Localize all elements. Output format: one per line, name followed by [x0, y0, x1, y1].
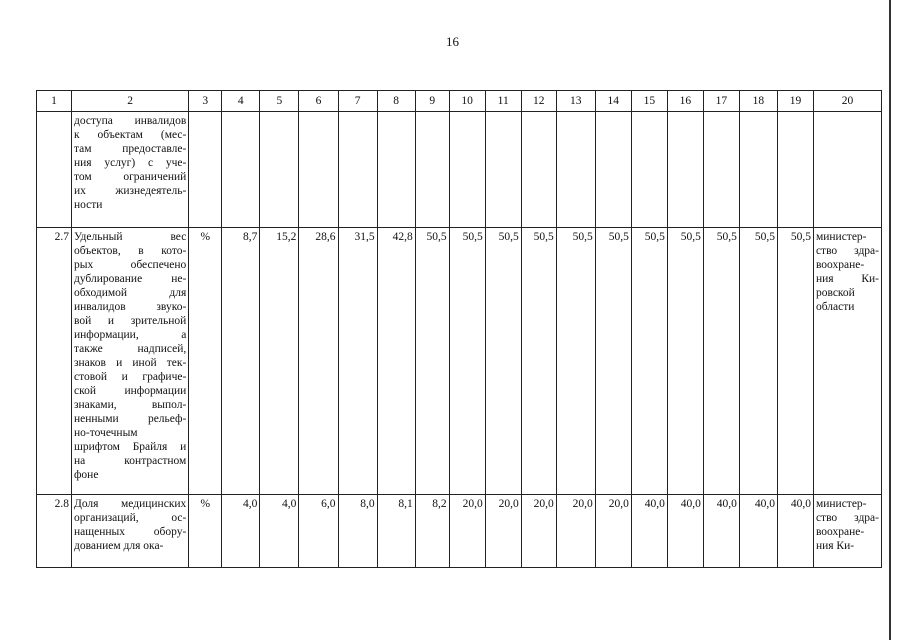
page-edge-line — [889, 0, 891, 640]
label-line: вой и зрительной — [73, 315, 187, 327]
value-cell: 50,5 — [415, 228, 449, 495]
value-cell: 50,5 — [485, 228, 521, 495]
label-line: их жизнедеятель- — [73, 185, 187, 197]
header-cell: 1 — [37, 91, 72, 112]
value-cell: 6,0 — [299, 495, 338, 568]
label-line: фоне — [73, 469, 99, 481]
value-cell: 50,5 — [556, 228, 595, 495]
label-line: обходимой для — [73, 287, 187, 299]
label-line: Удельный вес — [73, 231, 187, 243]
value-cell: 4,0 — [222, 495, 260, 568]
header-cell: 13 — [556, 91, 595, 112]
value-cell — [415, 112, 449, 228]
header-cell: 17 — [703, 91, 739, 112]
label-line: организаций, ос- — [73, 512, 187, 524]
header-row — [37, 91, 882, 112]
label-line: Доля медицинских — [73, 498, 187, 510]
indicator-label — [71, 228, 188, 495]
value-cell: 40,0 — [631, 495, 667, 568]
label-line: знаков и иной тек- — [73, 357, 187, 369]
label-line: нащенных обору- — [73, 526, 187, 538]
value-cell — [631, 112, 667, 228]
label-line: ности — [73, 199, 103, 211]
label-line: на контрастном — [73, 455, 187, 467]
responsible-line: ния Ки- — [815, 273, 879, 285]
header-cell: 14 — [595, 91, 631, 112]
value-cell: 8,1 — [377, 495, 415, 568]
responsible-cell — [813, 112, 881, 228]
row-number: 2.7 — [37, 228, 72, 495]
header-cell: 2 — [71, 91, 188, 112]
label-line: том ограничений — [73, 171, 187, 183]
value-cell: 20,0 — [485, 495, 521, 568]
responsible-line: ровской — [815, 287, 855, 299]
header-cell: 4 — [222, 91, 260, 112]
header-cell: 20 — [813, 91, 881, 112]
value-cell: 28,6 — [299, 228, 338, 495]
value-cell: 20,0 — [521, 495, 556, 568]
value-cell: 8,0 — [338, 495, 377, 568]
value-cell: 50,5 — [667, 228, 703, 495]
responsible-line: ство здра- — [815, 512, 879, 524]
indicator-label — [71, 495, 188, 568]
label-line: объектов, в кото- — [73, 245, 187, 257]
value-cell: 40,0 — [777, 495, 813, 568]
header-cell: 10 — [449, 91, 485, 112]
value-cell: 40,0 — [739, 495, 777, 568]
responsible-line: министер- — [815, 231, 867, 243]
value-cell — [260, 112, 299, 228]
label-line: также надписей, — [73, 343, 187, 355]
header-cell: 8 — [377, 91, 415, 112]
value-cell: 31,5 — [338, 228, 377, 495]
unit-cell: % — [189, 495, 222, 568]
value-cell — [739, 112, 777, 228]
responsible-line: воохране- — [815, 526, 865, 538]
value-cell — [521, 112, 556, 228]
row-number: 2.8 — [37, 495, 72, 568]
label-line: доступа инвалидов — [73, 115, 187, 127]
header-cell: 12 — [521, 91, 556, 112]
value-cell: 8,7 — [222, 228, 260, 495]
value-cell: 8,2 — [415, 495, 449, 568]
label-line: дованием для ока- — [73, 540, 164, 552]
label-line: стовой и графиче- — [73, 371, 187, 383]
row-number — [37, 112, 72, 228]
label-line: рых обеспечено — [73, 259, 187, 271]
unit-cell: % — [189, 228, 222, 495]
value-cell — [338, 112, 377, 228]
value-cell — [777, 112, 813, 228]
responsible-line: ния Ки- — [815, 540, 855, 552]
value-cell — [485, 112, 521, 228]
value-cell: 50,5 — [521, 228, 556, 495]
label-line: ненными рельеф- — [73, 413, 187, 425]
value-cell: 4,0 — [260, 495, 299, 568]
label-line: ния услуг) с уче- — [73, 157, 187, 169]
value-cell: 15,2 — [260, 228, 299, 495]
value-cell: 50,5 — [449, 228, 485, 495]
responsible-cell — [813, 228, 881, 495]
table-body — [37, 91, 882, 568]
value-cell — [449, 112, 485, 228]
table-row — [37, 228, 882, 495]
responsible-line: министер- — [815, 498, 867, 510]
responsible-line: области — [815, 301, 855, 313]
value-cell: 40,0 — [703, 495, 739, 568]
unit-cell — [189, 112, 222, 228]
value-cell: 50,5 — [739, 228, 777, 495]
header-cell: 3 — [189, 91, 222, 112]
label-line: к объектам (мес- — [73, 129, 187, 141]
value-cell: 20,0 — [595, 495, 631, 568]
value-cell — [222, 112, 260, 228]
header-cell: 15 — [631, 91, 667, 112]
value-cell — [595, 112, 631, 228]
responsible-line: ство здра- — [815, 245, 879, 257]
value-cell — [299, 112, 338, 228]
responsible-line: воохране- — [815, 259, 865, 271]
value-cell: 50,5 — [631, 228, 667, 495]
value-cell: 42,8 — [377, 228, 415, 495]
value-cell — [556, 112, 595, 228]
value-cell: 20,0 — [556, 495, 595, 568]
header-cell: 18 — [739, 91, 777, 112]
label-line: там предоставле- — [73, 143, 187, 155]
value-cell — [667, 112, 703, 228]
label-line: дублирование не- — [73, 273, 187, 285]
label-line: но-точечным — [73, 427, 138, 439]
page-number: 16 — [446, 34, 459, 49]
label-line: шрифтом Брайля и — [73, 441, 187, 453]
value-cell: 40,0 — [667, 495, 703, 568]
responsible-cell — [813, 495, 881, 568]
indicator-table — [36, 90, 882, 568]
value-cell: 50,5 — [777, 228, 813, 495]
header-cell: 9 — [415, 91, 449, 112]
table-row — [37, 495, 882, 568]
value-cell — [377, 112, 415, 228]
value-cell: 50,5 — [595, 228, 631, 495]
value-cell: 50,5 — [703, 228, 739, 495]
header-cell: 7 — [338, 91, 377, 112]
value-cell: 20,0 — [449, 495, 485, 568]
table-row — [37, 112, 882, 228]
label-line: инвалидов звуко- — [73, 301, 187, 313]
header-cell: 5 — [260, 91, 299, 112]
header-cell: 11 — [485, 91, 521, 112]
label-line: знаками, выпол- — [73, 399, 187, 411]
value-cell — [703, 112, 739, 228]
label-line: ской информации — [73, 385, 187, 397]
indicator-label — [71, 112, 188, 228]
label-line: информации, а — [73, 329, 187, 341]
header-cell: 6 — [299, 91, 338, 112]
header-cell: 16 — [667, 91, 703, 112]
header-cell: 19 — [777, 91, 813, 112]
